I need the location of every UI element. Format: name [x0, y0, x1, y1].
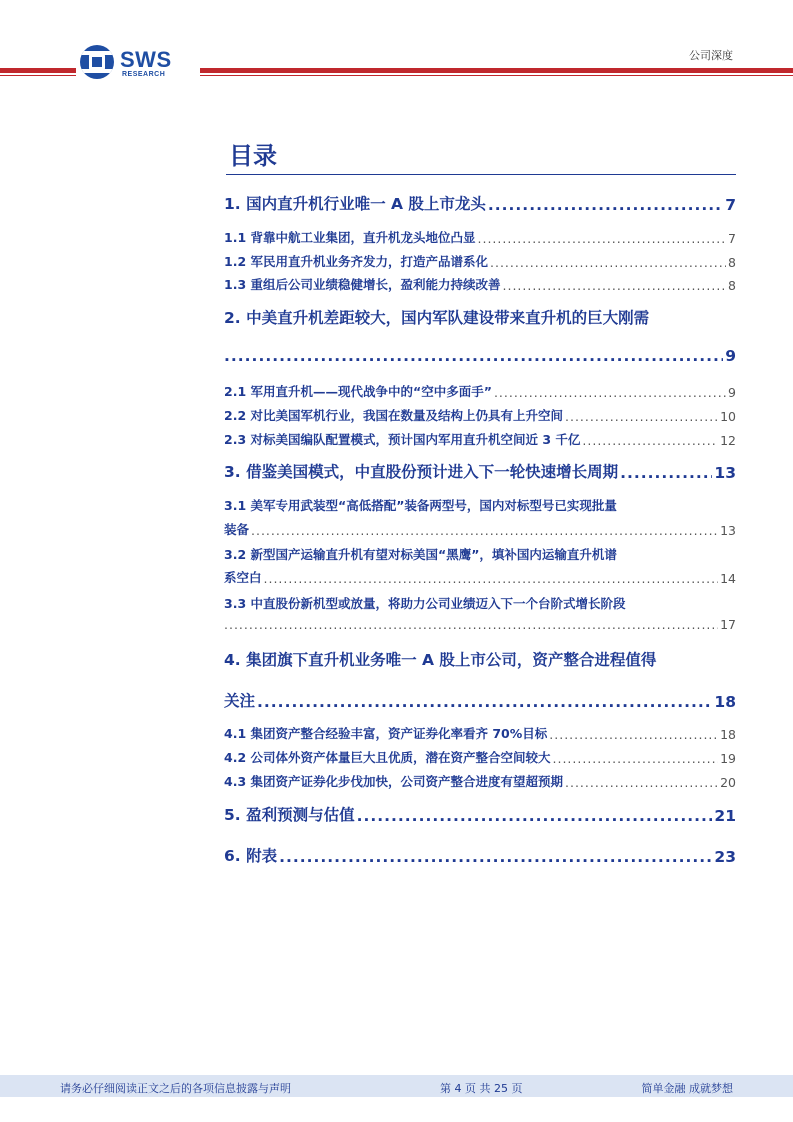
toc-entry[interactable]	[224, 803, 736, 825]
toc-leader	[279, 848, 712, 866]
toc-entry-page: 9	[725, 347, 736, 365]
toc-leader	[478, 231, 727, 246]
toc-entry[interactable]	[224, 347, 736, 365]
toc-entry-label: 1.2 军民用直升机业务齐发力，打造产品谱系化	[224, 254, 488, 269]
toc-leader	[503, 278, 727, 293]
toc-entry[interactable]	[224, 275, 736, 293]
toc-entry[interactable]	[224, 689, 736, 711]
toc-leader	[488, 196, 723, 214]
toc-entry-page: 21	[714, 807, 736, 825]
toc-entry-label[interactable]: 4. 集团旗下直升机业务唯一 A 股上市公司，资产整合进程值得	[224, 651, 657, 669]
logo-subtext: RESEARCH	[122, 71, 166, 78]
toc-entry[interactable]	[224, 192, 736, 214]
toc-entry-page: 14	[720, 571, 736, 586]
toc-entry-label: 5. 盈利预测与估值	[224, 806, 355, 824]
toc-leader	[582, 433, 718, 448]
toc-entry-page: 8	[728, 278, 736, 293]
toc-entry-page: 19	[720, 751, 736, 766]
toc-entry[interactable]	[224, 568, 736, 586]
toc-leader	[620, 464, 712, 482]
toc-title: 目录	[229, 142, 277, 170]
toc-entry-label: 1.3 重组后公司业绩稳健增长，盈利能力持续改善	[224, 277, 501, 292]
toc-entry-page: 13	[714, 464, 736, 482]
toc-entry-page: 13	[720, 523, 736, 538]
toc-entry-page: 7	[728, 231, 736, 246]
toc-entry[interactable]	[224, 228, 736, 246]
toc-entry-page: 12	[720, 433, 736, 448]
toc-entry[interactable]	[224, 460, 736, 482]
document-type: 公司深度	[689, 49, 733, 62]
toc-leader	[565, 409, 718, 424]
toc-entry[interactable]	[224, 772, 736, 790]
toc-entry[interactable]	[224, 252, 736, 270]
toc-entry-page: 20	[720, 775, 736, 790]
toc-entry-label: 4.2 公司体外资产体量巨大且优质，潜在资产整合空间较大	[224, 750, 551, 765]
toc-entry-label[interactable]: 3.1 美军专用武装型“高低搭配”装备两型号，国内对标型号已实现批量	[224, 498, 617, 513]
toc-entry-label: 2.3 对标美国编队配置模式，预计国内军用直升机空间近 3 千亿	[224, 432, 581, 447]
toc-entry[interactable]	[224, 406, 736, 424]
toc-entry-label: 1.1 背靠中航工业集团，直升机龙头地位凸显	[224, 230, 476, 245]
toc-entry-label: 4.1 集团资产整合经验丰富，资产证券化率看齐 70%目标	[224, 726, 548, 741]
header-rule-thin	[200, 75, 793, 76]
logo-text: SWS	[120, 47, 172, 72]
toc-entry-page: 9	[728, 385, 736, 400]
toc-entry-label: 3. 借鉴美国模式，中直股份预计进入下一轮快速增长周期	[224, 463, 619, 481]
toc-leader	[553, 751, 719, 766]
footer-disclaimer: 请务必仔细阅读正文之后的各项信息披露与声明	[60, 1082, 291, 1095]
toc-entry[interactable]	[224, 844, 736, 866]
toc-entry-page: 18	[714, 693, 736, 711]
footer-slogan: 简单金融 成就梦想	[641, 1082, 733, 1095]
toc-leader	[251, 523, 718, 538]
toc-leader	[494, 385, 726, 400]
toc-entry-page: 23	[714, 848, 736, 866]
toc-entry-page: 10	[720, 409, 736, 424]
toc-leader	[357, 807, 713, 825]
page-number: 第 4 页 共 25 页	[440, 1082, 523, 1095]
toc-entry-page: 7	[725, 196, 736, 214]
toc-entry-label[interactable]: 2. 中美直升机差距较大，国内军队建设带来直升机的巨大刚需	[224, 309, 650, 327]
toc-entry[interactable]	[224, 724, 736, 742]
header-rule-thin	[0, 75, 76, 76]
toc-entry[interactable]	[224, 430, 736, 448]
toc-leader	[224, 617, 718, 632]
toc-entry-label[interactable]: 3.3 中直股份新机型或放量，将助力公司业绩迈入下一个台阶式增长阶段	[224, 596, 626, 611]
toc-leader	[224, 347, 723, 365]
toc-entry-page: 8	[728, 255, 736, 270]
toc-entry-label-cont: 装备	[224, 522, 250, 537]
sws-logo	[80, 45, 190, 81]
toc-title-rule	[226, 174, 736, 175]
toc-leader	[264, 571, 719, 586]
toc-entry-label: 2.2 对比美国军机行业，我国在数量及结构上仍具有上升空间	[224, 408, 563, 423]
toc-leader	[565, 775, 718, 790]
toc-entry-label[interactable]: 3.2 新型国产运输直升机有望对标美国“黑鹰”，填补国内运输直升机谱	[224, 547, 617, 562]
toc-entry-label: 4.3 集团资产证券化步伐加快，公司资产整合进度有望超预期	[224, 774, 563, 789]
toc-entry-label-cont: 系空白	[224, 570, 262, 585]
toc-entry-page: 18	[720, 727, 736, 742]
toc-leader	[549, 727, 718, 742]
toc-entry-label: 6. 附表	[224, 847, 278, 865]
toc-entry[interactable]	[224, 382, 736, 400]
header-rule	[0, 68, 76, 73]
toc-entry[interactable]	[224, 617, 736, 632]
toc-entry[interactable]	[224, 520, 736, 538]
toc-entry-label: 2.1 军用直升机——现代战争中的“空中多面手”	[224, 384, 492, 399]
logo-mark-icon	[80, 45, 114, 79]
header-rule	[200, 68, 793, 73]
toc-entry-label: 1. 国内直升机行业唯一 A 股上市龙头	[224, 195, 486, 213]
toc-leader	[257, 693, 712, 711]
toc-entry[interactable]	[224, 748, 736, 766]
toc-leader	[490, 255, 726, 270]
toc-entry-page: 17	[720, 617, 736, 632]
toc-entry-label-cont: 关注	[224, 692, 256, 710]
